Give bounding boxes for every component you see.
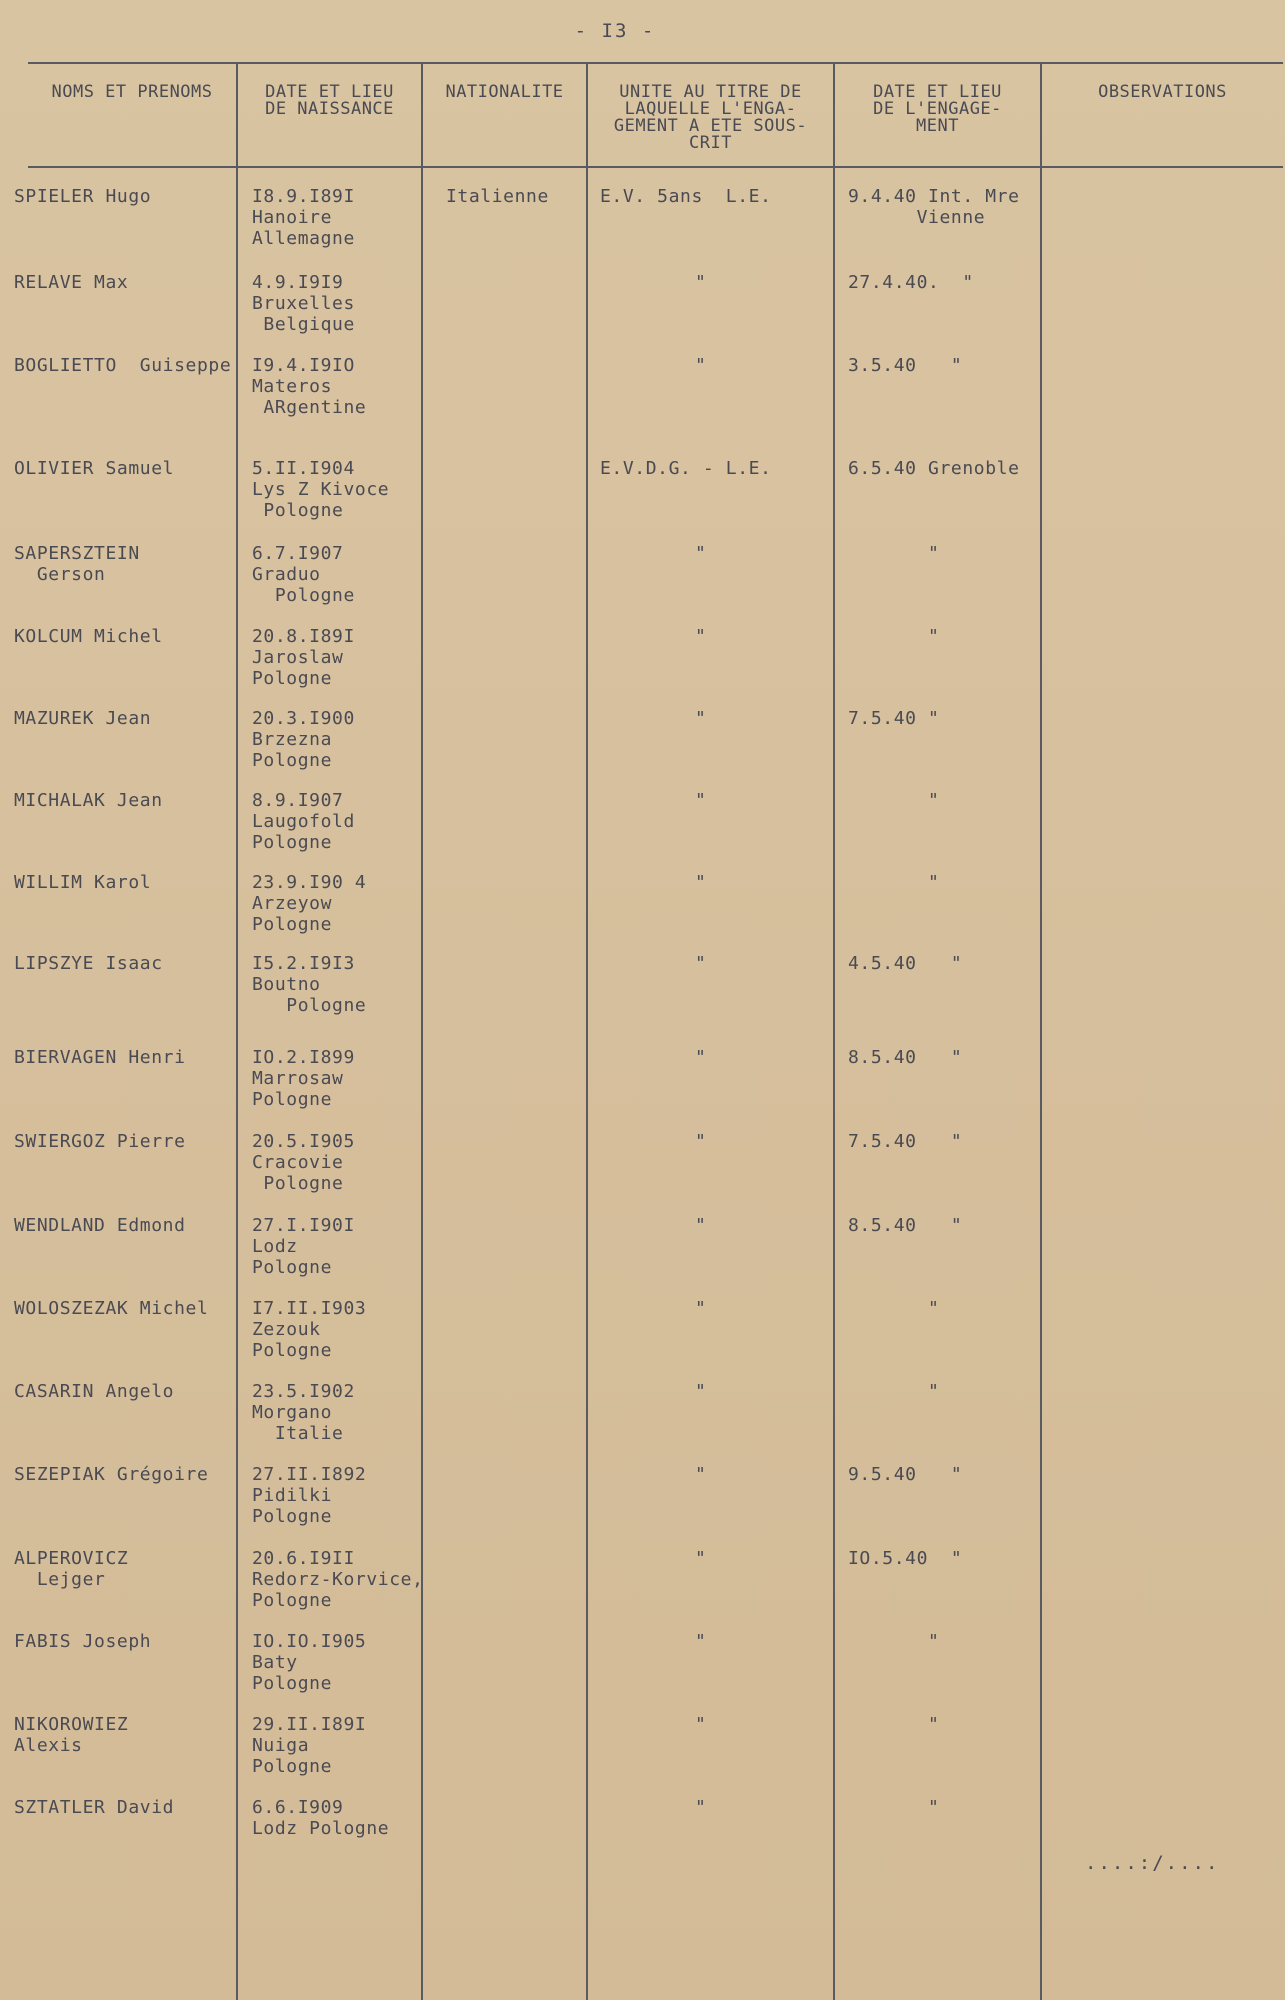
column-divider — [421, 62, 423, 2000]
cell-engagement: 8.5.40 " — [848, 1047, 963, 1068]
cell-engagement: " — [928, 543, 940, 564]
table-top-rule — [28, 62, 1283, 64]
cell-naissance: 8.9.I907 Laugofold Pologne — [252, 790, 355, 853]
cell-engagement: " — [928, 790, 940, 811]
cell-nom: WOLOSZEZAK Michel — [14, 1298, 209, 1319]
cell-engagement: 8.5.40 " — [848, 1215, 963, 1236]
cell-naissance: 27.I.I90I Lodz Pologne — [252, 1215, 355, 1278]
cell-naissance: I7.II.I903 Zezouk Pologne — [252, 1298, 367, 1361]
cell-nom: KOLCUM Michel — [14, 626, 163, 647]
cell-nom: NIKOROWIEZ Alexis — [14, 1714, 129, 1756]
cell-naissance: 6.7.I907 Graduo Pologne — [252, 543, 355, 606]
cell-unite: " — [695, 1464, 707, 1485]
cell-nom: SZTATLER David — [14, 1797, 175, 1818]
cell-engagement: 7.5.40 " — [848, 708, 940, 729]
cell-naissance: 23.5.I902 Morgano Italie — [252, 1381, 355, 1444]
cell-engagement: 27.4.40. " — [848, 272, 974, 293]
cell-unite: " — [695, 872, 707, 893]
header-naissance: DATE ET LIEU DE NAISSANCE — [265, 82, 394, 119]
cell-unite: " — [695, 790, 707, 811]
column-divider — [833, 62, 835, 2000]
cell-nom: WILLIM Karol — [14, 872, 152, 893]
continuation-mark: ....:/.... — [1085, 1852, 1220, 1874]
cell-naissance: I5.2.I9I3 Boutno Pologne — [252, 953, 367, 1016]
cell-nom: FABIS Joseph — [14, 1631, 152, 1652]
cell-unite: E.V.D.G. - L.E. — [600, 458, 772, 479]
cell-engagement: 3.5.40 " — [848, 355, 963, 376]
cell-naissance: 6.6.I909 Lodz Pologne — [252, 1797, 390, 1839]
cell-unite: " — [695, 953, 707, 974]
cell-naissance: IO.2.I899 Marrosaw Pologne — [252, 1047, 355, 1110]
cell-nom: ALPEROVICZ Lejger — [14, 1548, 129, 1590]
cell-engagement: " — [928, 1714, 940, 1735]
cell-naissance: 27.II.I892 Pidilki Pologne — [252, 1464, 367, 1527]
cell-engagement: 7.5.40 " — [848, 1131, 963, 1152]
cell-unite: E.V. 5ans L.E. — [600, 186, 772, 207]
cell-nom: CASARIN Angelo — [14, 1381, 175, 1402]
cell-naissance: 20.6.I9II Redorz-Korvice, Pologne — [252, 1548, 424, 1611]
cell-unite: " — [695, 272, 707, 293]
cell-nom: OLIVIER Samuel — [14, 458, 175, 479]
cell-engagement: " — [928, 1631, 940, 1652]
cell-unite: " — [695, 1298, 707, 1319]
column-divider — [1040, 62, 1042, 2000]
page-number: - I3 - — [574, 20, 656, 42]
cell-unite: " — [695, 1131, 707, 1152]
column-divider — [236, 62, 238, 2000]
cell-nom: WENDLAND Edmond — [14, 1215, 186, 1236]
cell-unite: " — [695, 626, 707, 647]
cell-nom: SEZEPIAK Grégoire — [14, 1464, 209, 1485]
cell-engagement: " — [928, 1381, 940, 1402]
header-bottom-rule — [28, 166, 1283, 168]
cell-naissance: 23.9.I90 4 Arzeyow Pologne — [252, 872, 367, 935]
cell-engagement: " — [928, 1797, 940, 1818]
cell-engagement: IO.5.40 " — [848, 1548, 963, 1569]
cell-naissance: 4.9.I9I9 Bruxelles Belgique — [252, 272, 355, 335]
cell-engagement: " — [928, 872, 940, 893]
cell-unite: " — [695, 355, 707, 376]
cell-unite: " — [695, 1047, 707, 1068]
cell-naissance: IO.IO.I905 Baty Pologne — [252, 1631, 367, 1694]
cell-nationalite: Italienne — [446, 186, 549, 207]
cell-nom: SAPERSZTEIN Gerson — [14, 543, 140, 585]
column-divider — [586, 62, 588, 2000]
cell-unite: " — [695, 1381, 707, 1402]
cell-engagement: " — [928, 1298, 940, 1319]
cell-engagement: " — [928, 626, 940, 647]
cell-naissance: 20.5.I905 Cracovie Pologne — [252, 1131, 355, 1194]
cell-naissance: 5.II.I904 Lys Z Kivoce Pologne — [252, 458, 390, 521]
cell-nom: SWIERGOZ Pierre — [14, 1131, 186, 1152]
header-unite: UNITE AU TITRE DE LAQUELLE L'ENGA- GEMENT A ETE SOUS- CRIT — [613, 82, 808, 153]
cell-naissance: I9.4.I9IO Materos ARgentine — [252, 355, 367, 418]
cell-unite: " — [695, 1631, 707, 1652]
header-engagement: DATE ET LIEU DE L'ENGAGE- MENT — [873, 82, 1002, 136]
cell-unite: " — [695, 1714, 707, 1735]
cell-unite: " — [695, 1797, 707, 1818]
cell-nom: MAZUREK Jean — [14, 708, 152, 729]
cell-engagement: 9.4.40 Int. Mre Vienne — [848, 186, 1020, 228]
cell-engagement: 6.5.40 Grenoble — [848, 458, 1020, 479]
header-nom: NOMS ET PRENOMS — [51, 82, 213, 102]
header-observations: OBSERVATIONS — [1098, 82, 1227, 102]
cell-naissance: 20.8.I89I Jaroslaw Pologne — [252, 626, 355, 689]
cell-nom: LIPSZYE Isaac — [14, 953, 163, 974]
cell-unite: " — [695, 1548, 707, 1569]
cell-nom: RELAVE Max — [14, 272, 129, 293]
cell-nom: MICHALAK Jean — [14, 790, 163, 811]
cell-nom: BIERVAGEN Henri — [14, 1047, 186, 1068]
cell-nom: BOGLIETTO Guiseppe — [14, 355, 232, 376]
cell-naissance: 29.II.I89I Nuiga Pologne — [252, 1714, 367, 1777]
cell-engagement: 9.5.40 " — [848, 1464, 963, 1485]
cell-unite: " — [695, 708, 707, 729]
cell-unite: " — [695, 543, 707, 564]
cell-unite: " — [695, 1215, 707, 1236]
cell-naissance: 20.3.I900 Brzezna Pologne — [252, 708, 355, 771]
cell-naissance: I8.9.I89I Hanoire Allemagne — [252, 186, 355, 249]
header-nationalite: NATIONALITE — [445, 82, 564, 102]
cell-engagement: 4.5.40 " — [848, 953, 963, 974]
cell-nom: SPIELER Hugo — [14, 186, 152, 207]
